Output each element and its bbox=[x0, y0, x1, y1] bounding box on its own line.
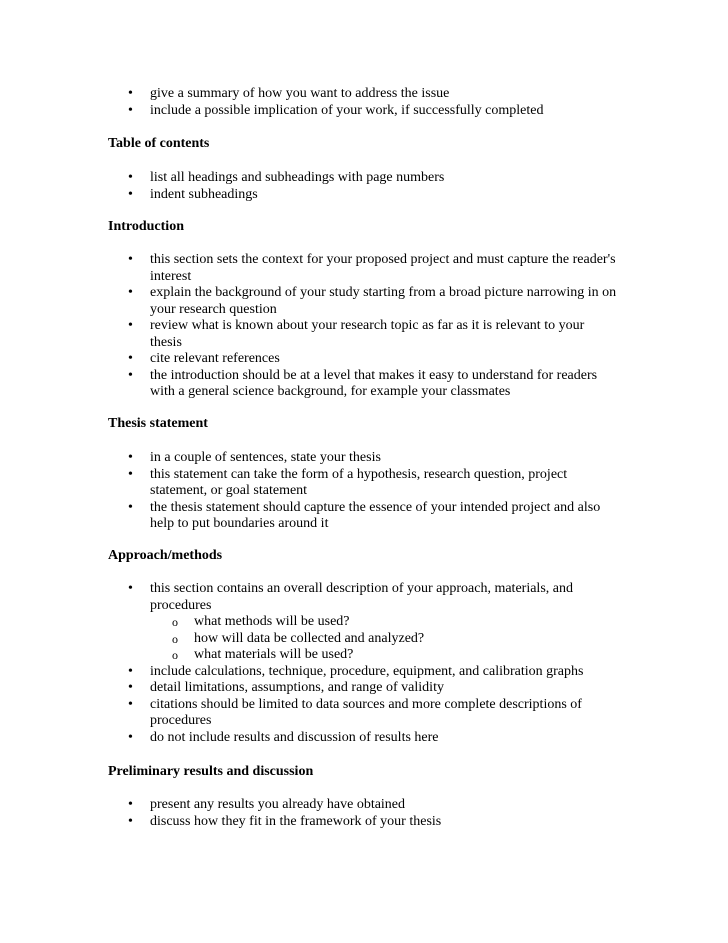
list-item: • in a couple of sentences, state your thesis bbox=[128, 450, 381, 465]
list-item: • do not include results and discussion of results here bbox=[128, 729, 439, 745]
sublist-item: o how will data be collected and analyzed? bbox=[172, 630, 425, 646]
bullet-icon: • bbox=[128, 696, 133, 712]
circle-bullet-icon: o bbox=[172, 631, 178, 646]
bullet-icon: • bbox=[128, 813, 133, 829]
preliminary-list-block bbox=[108, 797, 628, 830]
list-item: • this statement can take the form of a hypothesis, research question, project statement, or goal statement bbox=[128, 466, 568, 498]
bullet-icon: • bbox=[128, 102, 133, 118]
list-item: • review what is known about your research topic as far as it is relevant to your thesis bbox=[128, 318, 585, 350]
bullet-icon: • bbox=[128, 466, 133, 482]
list-item: • include a possible implication of your work, if successfully completed bbox=[128, 102, 544, 118]
thesis-list-block bbox=[108, 450, 618, 533]
list-item: • discuss how they fit in the framework of your thesis bbox=[128, 813, 442, 829]
intro-list bbox=[108, 86, 628, 119]
introduction-list-block bbox=[108, 252, 618, 401]
list-item: • this section contains an overall description of your approach, materials, and procedures o what methods will be used? o how will data be collected and analyzed? o what materials will be used? bbox=[108, 581, 618, 664]
bullet-icon: • bbox=[128, 663, 133, 679]
introduction-list bbox=[108, 252, 618, 401]
bullet-icon: • bbox=[128, 450, 133, 465]
bullet-icon: • bbox=[128, 499, 133, 515]
section-heading-preliminary: Preliminary results and discussion bbox=[108, 764, 314, 779]
approach-list bbox=[108, 581, 618, 746]
approach-sublist bbox=[150, 614, 618, 664]
list-item: • give a summary of how you want to address the issue bbox=[128, 86, 450, 101]
section-heading-toc: Table of contents bbox=[108, 136, 210, 151]
bullet-icon: • bbox=[128, 729, 133, 745]
section-heading-introduction: Introduction bbox=[108, 219, 184, 234]
bullet-icon: • bbox=[128, 318, 133, 333]
list-item: • citations should be limited to data sources and more complete descriptions of procedures bbox=[128, 696, 582, 728]
bullet-icon: • bbox=[128, 186, 133, 202]
circle-bullet-icon: o bbox=[172, 648, 178, 662]
section-heading-thesis: Thesis statement bbox=[108, 416, 208, 431]
thesis-list bbox=[108, 450, 618, 533]
bullet-icon: • bbox=[128, 252, 133, 267]
bullet-icon: • bbox=[128, 680, 133, 695]
list-item: • explain the background of your study starting from a broad picture narrowing in on your research question bbox=[128, 285, 617, 317]
bullet-icon: • bbox=[128, 581, 133, 596]
list-item: • present any results you already have obtained bbox=[128, 797, 406, 812]
bullet-icon: • bbox=[128, 86, 133, 101]
bullet-icon: • bbox=[128, 285, 133, 300]
list-item: • list all headings and subheadings with page numbers bbox=[128, 170, 445, 185]
list-item: • cite relevant references bbox=[128, 351, 280, 366]
sublist-item: o what materials will be used? bbox=[172, 647, 354, 662]
list-item: • include calculations, technique, procedure, equipment, and calibration graphs bbox=[128, 663, 584, 679]
bullet-icon: • bbox=[128, 170, 133, 185]
bullet-icon: • bbox=[128, 367, 133, 383]
preliminary-list bbox=[108, 797, 628, 830]
list-item: • this section sets the context for your proposed project and must capture the reader's interest bbox=[128, 252, 616, 284]
circle-bullet-icon: o bbox=[172, 615, 178, 629]
approach-list-block bbox=[108, 581, 618, 746]
section-heading-approach: Approach/methods bbox=[108, 548, 223, 563]
toc-list bbox=[108, 170, 628, 203]
sublist-item: o what methods will be used? bbox=[172, 614, 350, 629]
bullet-icon: • bbox=[128, 351, 133, 366]
list-item: • indent subheadings bbox=[128, 186, 258, 202]
list-item: • the thesis statement should capture the essence of your intended project and also help to put boundaries around it bbox=[128, 499, 601, 531]
list-item: • the introduction should be at a level that makes it easy to understand for readers with a general science background, for example your classmates bbox=[128, 367, 598, 399]
bullet-icon: • bbox=[128, 797, 133, 812]
intro-list-block bbox=[108, 86, 628, 119]
toc-list-block bbox=[108, 170, 628, 203]
list-item: • detail limitations, assumptions, and range of validity bbox=[128, 680, 444, 695]
